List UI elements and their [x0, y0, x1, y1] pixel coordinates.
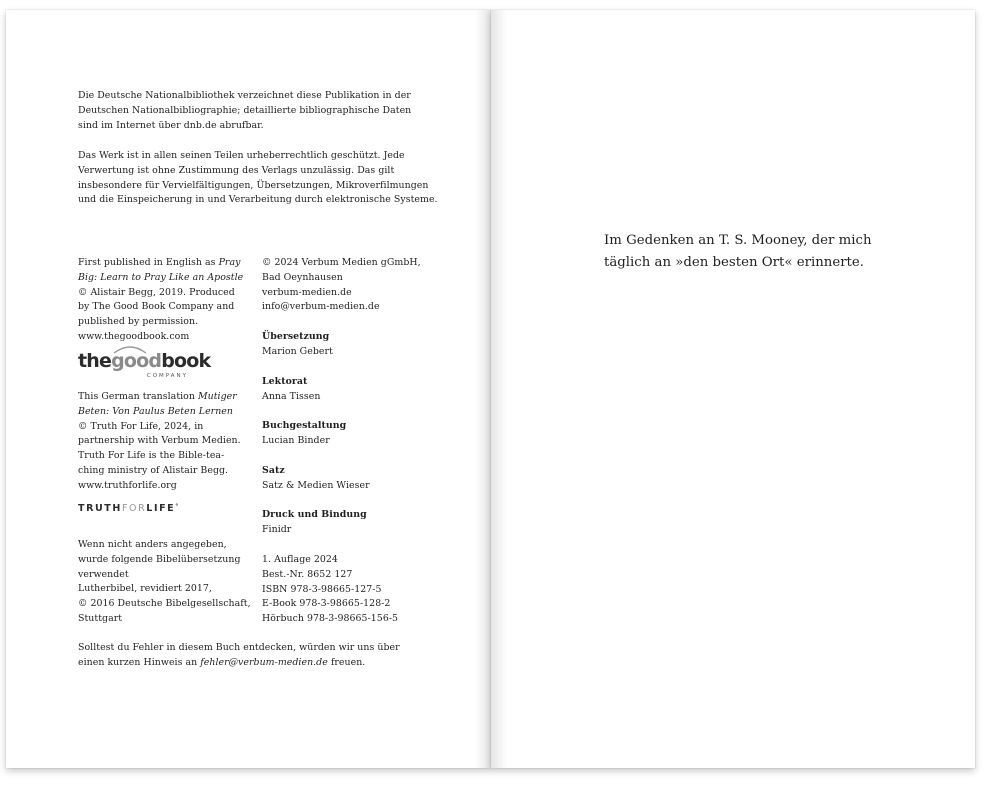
goodbook-url: www.thegoodbook.com — [78, 330, 190, 342]
translation-text: ching ministry of Alistair Begg. — [78, 464, 229, 476]
errata-line: Solltest du Fehler in diesem Buch entdecken, würden wir uns über — [78, 642, 400, 653]
publisher-email: info@verbum-medien.de — [262, 301, 380, 313]
audiobook-isbn: Hörbuch 978-3-98665-156-5 — [262, 613, 399, 625]
credit-label: Buchgestaltung — [262, 420, 347, 431]
tfl-url: www.truthforlife.org — [78, 479, 177, 491]
credit-printing — [262, 508, 432, 538]
bible-note-line: © 2016 Deutsche Bibelgesellschaft, — [78, 598, 251, 610]
publisher-url: verbum-medien.de — [262, 286, 352, 298]
credit-design — [262, 419, 432, 449]
copyright-line: und die Einspeicherung in und Verarbeitung durch elektronische Systeme. — [78, 194, 438, 206]
gutter-shadow-right — [491, 10, 507, 768]
german-translation-block — [78, 390, 248, 494]
credit-translation — [262, 330, 432, 360]
credit-typesetting — [262, 464, 432, 494]
copyright-line: insbesondere für Vervielfältigungen, Übersetzungen, Mikroverfilmungen — [78, 179, 429, 191]
bible-note-line: Stuttgart — [78, 612, 123, 624]
dnb-notice — [78, 89, 423, 133]
dnb-line: Die Deutsche Nationalbibliothek verzeichnet diese Publikation in der — [78, 90, 411, 101]
errata-text: freuen. — [327, 656, 366, 668]
dnb-line: Deutschen Nationalbibliographie; detaillierte bibliographische Daten — [78, 104, 412, 116]
credit-label: Druck und Bindung — [262, 509, 367, 520]
dedication — [604, 230, 904, 273]
truthforlife-logo — [78, 503, 178, 514]
goodbook-logo — [78, 350, 211, 384]
logo-good: good — [111, 350, 162, 372]
logo-company: COMPANY — [146, 373, 188, 379]
bible-note-line: verwendet — [78, 568, 129, 580]
dedication-line: Im Gedenken an T. S. Mooney, der mich — [604, 233, 872, 248]
credit-editing — [262, 375, 432, 405]
bible-note-line: Wenn nicht anders angegeben, — [78, 539, 227, 550]
dedication-line: täglich an »den besten Ort« erinnerte. — [604, 254, 864, 270]
edition-block — [262, 553, 432, 627]
right-page — [491, 10, 975, 768]
copyright-line: Verwertung ist ohne Zustimmung des Verlags unzulässig. Das gilt — [78, 164, 395, 176]
logo-life: LIFE — [146, 503, 176, 514]
goodbook-arc-icon — [112, 344, 148, 354]
logo-book: book — [161, 350, 211, 372]
credit-value: Marion Gebert — [262, 345, 333, 357]
errata-notice — [78, 641, 423, 671]
translation-text: © Truth For Life, 2024, in — [78, 420, 204, 432]
bible-note-block — [78, 538, 251, 627]
credit-value: Finidr — [262, 523, 292, 535]
translation-text: This German translation — [78, 391, 198, 402]
ebook-isbn: E-Book 978-3-98665-128-2 — [262, 598, 391, 610]
german-title-cont: Beten: Von Paulus Beten Lernen — [78, 405, 233, 417]
errata-text: einen kurzen Hinweis an — [78, 656, 201, 668]
credit-label: Lektorat — [262, 376, 308, 387]
publisher-block — [262, 256, 432, 315]
bible-note-line: Lutherbibel, revidiert 2017, — [78, 583, 212, 595]
gutter-shadow-left — [475, 10, 491, 768]
credit-value: Satz & Medien Wieser — [262, 479, 370, 491]
translation-text: partnership with Verbum Medien. — [78, 435, 241, 447]
german-title: Mutiger — [198, 391, 237, 402]
first-published-text: by The Good Book Company and — [78, 301, 235, 313]
logo-for: FOR — [121, 503, 147, 514]
first-published-text: published by permission. — [78, 316, 199, 328]
left-page — [6, 10, 491, 768]
order-number: Best.-Nr. 8652 127 — [262, 568, 353, 580]
first-published-block — [78, 256, 248, 345]
logo-the: the — [78, 350, 112, 372]
edition-line: 1. Auflage 2024 — [262, 554, 338, 565]
publisher-line: © 2024 Verbum Medien gGmbH, — [262, 257, 421, 268]
original-title: Pray — [218, 257, 241, 268]
translation-text: Truth For Life is the Bible-tea- — [78, 450, 225, 462]
bible-note-line: wurde folgende Bibelübersetzung — [78, 553, 241, 565]
original-title-cont: Big: Learn to Pray Like an Apostle — [78, 271, 244, 283]
publisher-line: Bad Oeynhausen — [262, 271, 343, 283]
credit-label: Übersetzung — [262, 331, 330, 342]
credit-value: Lucian Binder — [262, 434, 330, 446]
credit-value: Anna Tissen — [262, 390, 321, 402]
credit-label: Satz — [262, 465, 285, 476]
errata-email: fehler@verbum-medien.de — [200, 656, 328, 668]
copyright-line: Das Werk ist in allen seinen Teilen urheberrechtlich geschützt. Jede — [78, 150, 405, 161]
logo-truth: TRUTH — [78, 503, 122, 514]
copyright-notice — [78, 149, 438, 208]
dnb-line: sind im Internet über dnb.de abrufbar. — [78, 119, 264, 131]
first-published-text: © Alistair Begg, 2019. Produced — [78, 286, 235, 298]
first-published-text: First published in English as — [78, 257, 219, 268]
isbn: ISBN 978-3-98665-127-5 — [262, 583, 382, 595]
logo-mark: ° — [175, 503, 179, 510]
